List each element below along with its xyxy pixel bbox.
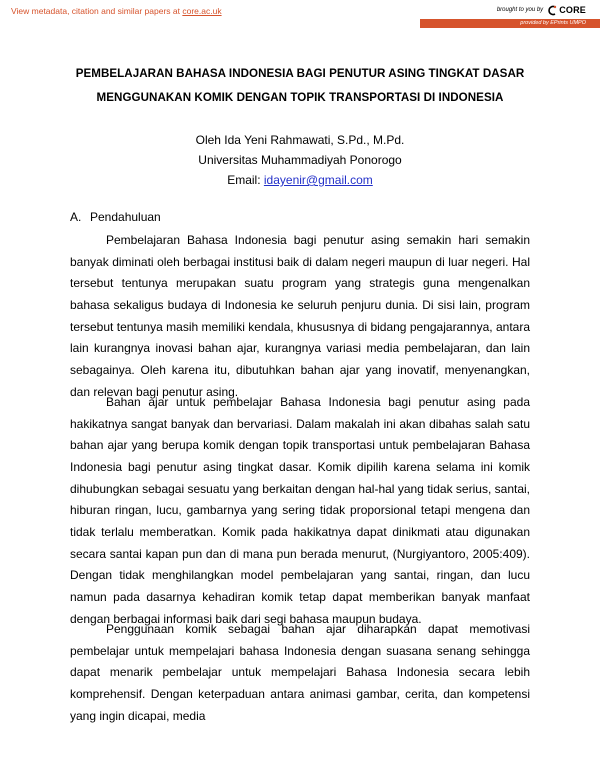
author-email-line xyxy=(40,173,560,187)
brought-by-text: brought to you by xyxy=(496,7,544,13)
body-paragraph-1: Pembelajaran Bahasa Indonesia bagi penutur asing semakin hari semakin banyak diminati oleh berbagai institusi baik di dalam negeri maupun di luar negeri. Hal tersebut tentunya merupakan suatu program yang strategis guna mengenalkan bahasa sekaligus budaya di Indonesia ke seluruh penjuru dunia. Di sisi lain, program tersebut tentunya masih memiliki kendala, khususnya di bidang pengajarannya, antara lain kurangnya inovasi bahan ajar, kurangnya variasi media pembelajaran, dan lain sebagainya. Oleh karena itu, dibutuhkan bahan ajar yang inovatif, menyenangkan, dan relevan bagi penutur asing. xyxy=(70,233,530,399)
paper-title-line-2: MENGGUNAKAN KOMIK DENGAN TOPIK TRANSPORTASI DI INDONESIA xyxy=(96,91,504,104)
core-banner xyxy=(0,0,600,30)
body-paragraph-3: Penggunaan komik sebagai bahan ajar diharapkan dapat memotivasi pembelajar untuk mempelajari bahasa Indonesia dengan suasana senang sehingga dapat menarik pembelajar untuk mempelajari Bahasa Indonesia secara lebih komprehensif. Dengan keterpaduan antara animasi gambar, cerita, dan kompetensi yang ingin dicapai, media xyxy=(70,622,530,723)
core-logo-icon xyxy=(546,5,557,16)
core-logo-text: CORE xyxy=(559,5,586,15)
core-metadata-link[interactable] xyxy=(11,6,222,16)
author-name: Oleh Ida Yeni Rahmawati, S.Pd., M.Pd. xyxy=(195,133,405,147)
email-link[interactable]: idayenir@gmail.com xyxy=(263,173,373,187)
core-logo[interactable] xyxy=(546,5,586,16)
core-link-prefix: View metadata, citation and similar papers at xyxy=(11,6,183,16)
core-attribution xyxy=(497,3,586,17)
author-affiliation: Universitas Muhammadiyah Ponorogo xyxy=(198,153,402,167)
body-paragraph-2: Bahan ajar untuk pembelajar Bahasa Indonesia bagi penutur asing pada hakikatnya sangat banyak dan bervariasi. Dalam makalah ini akan dibahas salah satu bahan ajar yang berupa komik dengan topik transportasi untuk pembelajaran Bahasa Indonesia bagi penutur asing tingkat dasar. Komik dipilih karena selama ini komik dihubungkan sebagai sesuatu yang berkaitan dengan hal-hal yang tidak serius, santai, hiburan ringan, lucu, gambarnya yang sering tidak proporsional tetapi mengena dan tidak terlalu memberatkan. Komik pada hakikatnya dapat dinikmati atau digunakan secara santai kapan pun dan di mana pun berada menurut, (Nurgiyantoro, 2005:409). Dengan tidak menghilangkan model pembelajaran yang santai, ringan, dan lucu namun pada dasarnya kehadiran komik tetap dapat memberikan banyak manfaat dengan berbagai informasi baik dari segi bahasa maupun budaya. xyxy=(70,395,530,626)
provided-by-strip xyxy=(420,19,600,28)
section-number: A. xyxy=(70,210,82,224)
section-heading xyxy=(70,210,161,224)
email-label: Email: xyxy=(227,173,264,187)
core-link-site: core.ac.uk xyxy=(182,6,222,16)
section-title: Pendahuluan xyxy=(90,210,161,224)
provided-by-text: provided by EPrints UMPO xyxy=(520,20,586,26)
paper-title-line-1: PEMBELAJARAN BAHASA INDONESIA BAGI PENUTUR ASING TINGKAT DASAR xyxy=(75,67,525,80)
